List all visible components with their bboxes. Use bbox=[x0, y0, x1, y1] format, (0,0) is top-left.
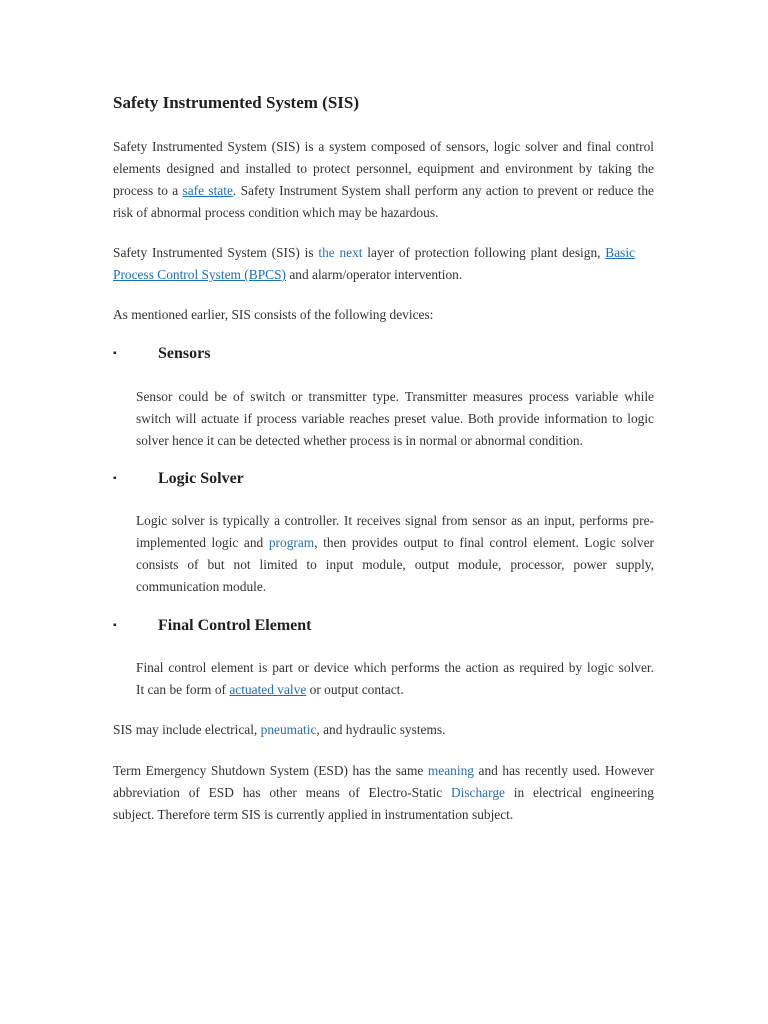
devices-intro bbox=[113, 304, 654, 326]
text-line: elements designed and installed to protect personnel, equipment and environment by taking the bbox=[113, 161, 654, 176]
logic-solver-heading: Logic Solver bbox=[158, 470, 244, 487]
text-line bbox=[113, 242, 635, 264]
text-fragment: Safety Instrumented System (SIS) is bbox=[113, 245, 319, 260]
text-line bbox=[113, 760, 654, 782]
text-fragment: layer of protection following plant design, bbox=[362, 245, 606, 260]
actuated-valve-link[interactable]: actuated valve bbox=[229, 682, 307, 697]
bullet-icon: ▪ bbox=[113, 620, 117, 631]
text-line bbox=[113, 782, 654, 804]
sensors-heading: Sensors bbox=[158, 345, 211, 362]
text-line: Final control element is part or device which performs the action as required by logic solver. bbox=[136, 660, 654, 675]
sensors-paragraph bbox=[136, 386, 654, 452]
text-line: risk of abnormal process condition which may be hazardous. bbox=[113, 205, 439, 220]
text-fragment: and alarm/operator intervention. bbox=[285, 267, 463, 282]
text-line: As mentioned earlier, SIS consists of the following devices: bbox=[113, 307, 434, 322]
text-line bbox=[113, 264, 635, 286]
text-line: solver hence it can be detected whether process is in normal or abnormal condition. bbox=[136, 433, 583, 448]
bullet-icon: ▪ bbox=[113, 348, 117, 359]
text-fragment: or output contact. bbox=[306, 682, 404, 697]
pneumatic-text: pneumatic bbox=[260, 722, 317, 737]
text-line: subject. Therefore term SIS is currently applied in instrumentation subject. bbox=[113, 807, 514, 822]
logic-solver-paragraph bbox=[136, 510, 654, 598]
meaning-text: meaning bbox=[427, 763, 474, 778]
text-fragment: , and hydraulic systems. bbox=[316, 722, 446, 737]
layer-paragraph bbox=[113, 242, 635, 286]
text-line bbox=[113, 180, 654, 202]
text-line bbox=[136, 532, 654, 554]
text-fragment: . Safety Instrument System shall perform any action to prevent or reduce the bbox=[232, 183, 654, 198]
text-line: communication module. bbox=[136, 579, 267, 594]
text-fragment: SIS may include electrical, bbox=[113, 722, 261, 737]
text-fragment: It can be form of bbox=[136, 682, 230, 697]
text-line: consists of but not limited to input module, output module, processor, power supply, bbox=[136, 557, 654, 572]
text-fragment: and has recently used. However bbox=[473, 763, 655, 778]
bullet-icon: ▪ bbox=[113, 473, 117, 484]
discharge-text: Discharge bbox=[450, 785, 505, 800]
text-fragment: implemented logic and bbox=[136, 535, 269, 550]
text-fragment: process to a bbox=[113, 183, 183, 198]
text-line: switch will actuate if process variable reaches preset value. Both provide information to logic bbox=[136, 411, 654, 426]
intro-paragraph bbox=[113, 136, 654, 224]
final-control-element-paragraph bbox=[136, 657, 654, 701]
systems-paragraph bbox=[113, 719, 654, 741]
safe-state-link[interactable]: safe state bbox=[182, 183, 233, 198]
text-fragment: Term Emergency Shutdown System (ESD) has the same bbox=[113, 763, 428, 778]
page-title: Safety Instrumented System (SIS) bbox=[113, 93, 360, 112]
text-line: Logic solver is typically a controller. It receives signal from sensor as an input, performs pre- bbox=[136, 513, 654, 528]
text-fragment: abbreviation of ESD has other means of Electro-Static bbox=[113, 785, 451, 800]
text-line: Safety Instrumented System (SIS) is a system composed of sensors, logic solver and final control bbox=[113, 139, 654, 154]
bpcs-link[interactable]: Basic bbox=[605, 245, 636, 260]
esd-paragraph bbox=[113, 760, 654, 826]
text-line bbox=[113, 719, 654, 741]
final-control-element-heading: Final Control Element bbox=[158, 617, 312, 634]
text-fragment: , then provides output to final control element. Logic solver bbox=[314, 535, 654, 550]
program-text: program bbox=[268, 535, 315, 550]
the-next-text: the next bbox=[318, 245, 363, 260]
text-fragment: in electrical engineering bbox=[504, 785, 654, 800]
bpcs-link-continued[interactable]: Process Control System (BPCS) bbox=[113, 267, 286, 282]
text-line bbox=[136, 679, 654, 701]
text-line: Sensor could be of switch or transmitter type. Transmitter measures process variable while bbox=[136, 389, 654, 404]
